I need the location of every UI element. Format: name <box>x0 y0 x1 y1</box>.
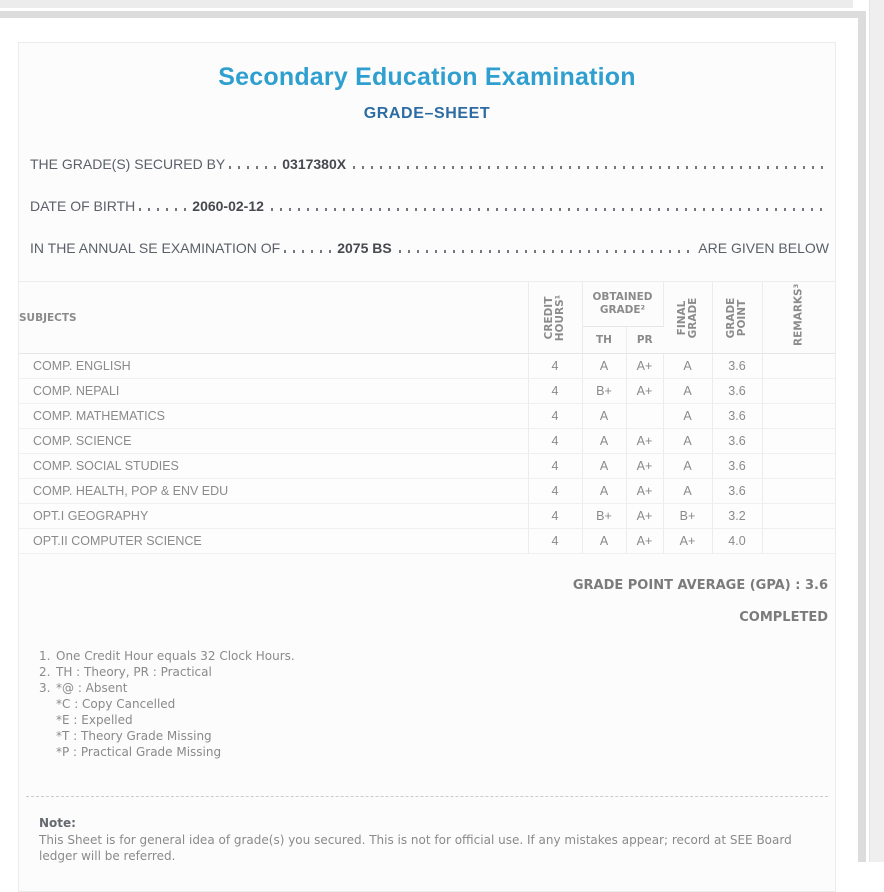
final-grade-cell: A <box>663 454 712 479</box>
grade-sheet-panel <box>18 42 836 892</box>
theory-grade-cell: A <box>582 454 626 479</box>
remarks-cell <box>762 354 835 379</box>
footnote-text: One Credit Hour equals 32 Clock Hours. <box>56 649 295 663</box>
page-title: Secondary Education Examination <box>218 63 636 91</box>
subject-cell: COMP. NEPALI <box>19 379 528 404</box>
info-suffix: ARE GIVEN BELOW <box>698 240 829 256</box>
grade-point-cell: 3.6 <box>712 429 762 454</box>
remarks-cell <box>762 429 835 454</box>
status-badge: COMPLETED <box>739 610 828 625</box>
top-divider-bar <box>0 11 866 18</box>
practical-grade-cell: A+ <box>626 504 663 529</box>
practical-grade-cell: A+ <box>626 454 663 479</box>
footnote-number: 3. <box>39 681 51 695</box>
remarks-label: REMARKS³ <box>792 283 805 346</box>
footnote-number: 2. <box>39 665 51 679</box>
footnote-item <box>39 728 825 744</box>
note-body: This Sheet is for general idea of grade(s) you secured. This is not for official use. If any mistakes appear; record at SEE Board ledger will be referred. <box>39 833 792 863</box>
gpa-label: GRADE POINT AVERAGE (GPA) <box>572 578 791 593</box>
info-line <box>30 155 829 173</box>
footnote-number: 1. <box>39 649 51 663</box>
info-value: 2075 BS <box>337 240 392 256</box>
table-row <box>19 379 835 404</box>
col-header-th: TH <box>582 327 626 354</box>
credit-cell: 4 <box>528 504 582 529</box>
footnote-number <box>39 696 56 712</box>
remarks-cell <box>762 479 835 504</box>
footnote-text: *P : Practical Grade Missing <box>56 745 222 759</box>
footnotes-section <box>39 648 825 760</box>
credit-cell: 4 <box>528 479 582 504</box>
remarks-cell <box>762 454 835 479</box>
final-grade-cell: A <box>663 354 712 379</box>
footnote-item <box>39 696 825 712</box>
page-subtitle: GRADE–SHEET <box>363 105 491 122</box>
credit-cell: 4 <box>528 429 582 454</box>
practical-grade-cell: A+ <box>626 354 663 379</box>
subject-cell: OPT.II COMPUTER SCIENCE <box>19 529 528 554</box>
practical-grade-cell: A+ <box>626 429 663 454</box>
subject-cell: COMP. ENGLISH <box>19 354 528 379</box>
subject-cell: OPT.I GEOGRAPHY <box>19 504 528 529</box>
remarks-cell <box>762 404 835 429</box>
credit-cell: 4 <box>528 354 582 379</box>
final-grade-cell: A <box>663 379 712 404</box>
gpa-line <box>19 578 828 593</box>
credit-cell: 4 <box>528 379 582 404</box>
info-label: DATE OF BIRTH <box>30 198 136 214</box>
final-grade-cell: A <box>663 479 712 504</box>
grade-table <box>19 281 835 554</box>
scrollbar-track <box>869 0 884 862</box>
info-line <box>30 197 829 215</box>
table-row <box>19 504 835 529</box>
footnote-text: *C : Copy Cancelled <box>56 697 176 711</box>
final-grade-cell: A+ <box>663 529 712 554</box>
practical-grade-cell: A+ <box>626 479 663 504</box>
practical-grade-cell: A+ <box>626 529 663 554</box>
remarks-cell <box>762 529 835 554</box>
table-row <box>19 429 835 454</box>
remarks-cell <box>762 504 835 529</box>
footnote-item <box>39 680 825 696</box>
grade-table-body <box>19 354 835 554</box>
table-row <box>19 404 835 429</box>
footnote-number <box>39 712 56 728</box>
table-row <box>19 529 835 554</box>
grade-point-cell: 3.6 <box>712 454 762 479</box>
note-title: Note: <box>39 816 76 830</box>
dot-leader <box>139 208 187 211</box>
footnote-item <box>39 648 825 664</box>
footnote-number <box>39 728 56 744</box>
theory-grade-cell: A <box>582 479 626 504</box>
dot-leader <box>399 250 693 253</box>
grade-point-cell: 3.6 <box>712 479 762 504</box>
footnote-text: *T : Theory Grade Missing <box>56 729 212 743</box>
dashed-divider <box>26 796 828 797</box>
final-grade-label: FINAL GRADE <box>675 297 699 338</box>
dot-leader <box>271 208 823 211</box>
final-grade-cell: A <box>663 429 712 454</box>
info-value: 0317380X <box>282 156 347 172</box>
col-header-credit-hours <box>528 282 582 354</box>
col-header-final-grade <box>663 282 712 354</box>
subject-cell: COMP. SCIENCE <box>19 429 528 454</box>
theory-grade-cell: B+ <box>582 504 626 529</box>
final-grade-cell: B+ <box>663 504 712 529</box>
footnote-item <box>39 664 825 680</box>
footnote-text: *@ : Absent <box>56 681 128 695</box>
col-header-pr: PR <box>626 327 663 354</box>
col-header-grade-point <box>712 282 762 354</box>
table-row <box>19 479 835 504</box>
theory-grade-cell: A <box>582 429 626 454</box>
col-header-subjects: SUBJECTS <box>19 282 528 354</box>
grade-point-cell: 4.0 <box>712 529 762 554</box>
footnote-number <box>39 744 56 760</box>
footnote-item <box>39 744 825 760</box>
note-section <box>39 815 815 864</box>
practical-grade-cell <box>626 404 663 429</box>
grade-point-cell: 3.6 <box>712 354 762 379</box>
grade-point-cell: 3.6 <box>712 404 762 429</box>
col-header-remarks <box>762 282 835 354</box>
dot-leader <box>353 166 823 169</box>
subject-cell: COMP. HEALTH, POP & ENV EDU <box>19 479 528 504</box>
footnote-item <box>39 712 825 728</box>
credit-cell: 4 <box>528 404 582 429</box>
subject-cell: COMP. MATHEMATICS <box>19 404 528 429</box>
footnote-text: *E : Expelled <box>56 713 133 727</box>
final-grade-cell: A <box>663 404 712 429</box>
info-label: IN THE ANNUAL SE EXAMINATION OF <box>30 240 281 256</box>
gpa-value: 3.6 <box>804 578 828 593</box>
theory-grade-cell: A <box>582 529 626 554</box>
candidate-info-section <box>30 155 829 257</box>
table-row <box>19 354 835 379</box>
subject-cell: COMP. SOCIAL STUDIES <box>19 454 528 479</box>
grade-point-cell: 3.6 <box>712 379 762 404</box>
practical-grade-cell: A+ <box>626 379 663 404</box>
col-header-obtained-grade: OBTAINED GRADE² <box>582 282 663 327</box>
dot-leader <box>284 250 332 253</box>
credit-cell: 4 <box>528 529 582 554</box>
theory-grade-cell: A <box>582 354 626 379</box>
info-line <box>30 239 829 257</box>
table-row <box>19 454 835 479</box>
dot-leader <box>229 166 277 169</box>
theory-grade-cell: B+ <box>582 379 626 404</box>
grade-point-cell: 3.2 <box>712 504 762 529</box>
scrollbar-thumb[interactable] <box>858 11 866 862</box>
credit-cell: 4 <box>528 454 582 479</box>
info-value: 2060-02-12 <box>192 198 264 214</box>
credit-hours-label: CREDIT HOURS¹ <box>543 294 566 341</box>
top-page-strip <box>0 0 853 8</box>
grade-point-label: GRADE POINT <box>725 297 748 338</box>
gpa-separator: : <box>790 578 805 593</box>
footnote-text: TH : Theory, PR : Practical <box>56 665 212 679</box>
theory-grade-cell: A <box>582 404 626 429</box>
info-label: THE GRADE(S) SECURED BY <box>30 156 226 172</box>
remarks-cell <box>762 379 835 404</box>
